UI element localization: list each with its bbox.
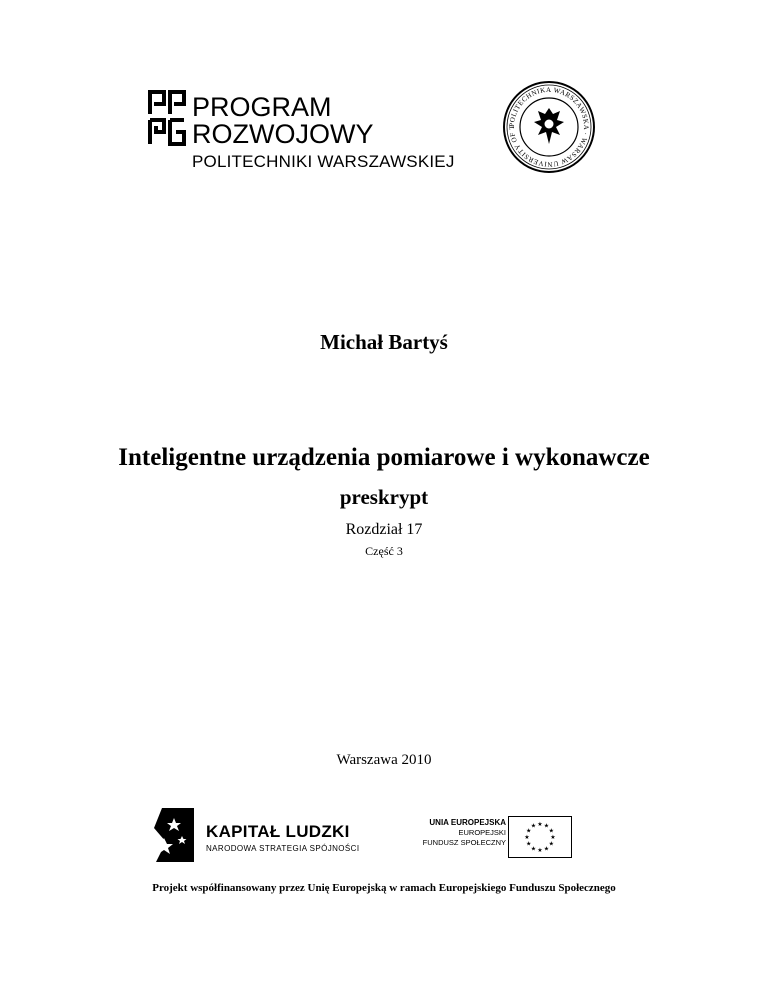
kapital-ludzki-logo <box>152 806 382 864</box>
eu-line3: FUNDUSZ SPOŁECZNY <box>422 838 506 847</box>
eu-line2: EUROPEJSKI <box>458 828 506 837</box>
eu-line1: UNIA EUROPEJSKA <box>429 818 506 827</box>
eu-flag-icon <box>508 816 572 858</box>
chapter-label: Rozdział 17 <box>345 521 423 538</box>
program-line2: POLITECHNIKI WARSZAWSKIEJ <box>192 152 455 171</box>
prpw-mark-icon <box>146 88 188 146</box>
eu-star-icon: ★ <box>526 841 532 848</box>
part-label: Część 3 <box>365 544 403 558</box>
kl-subtitle: NARODOWA STRATEGIA SPÓJNOŚCI <box>206 844 360 853</box>
prpw-text <box>192 94 458 172</box>
eu-star-icon: ★ <box>526 828 532 835</box>
university-seal-icon <box>502 80 596 174</box>
eu-star-icon: ★ <box>537 848 543 854</box>
program-rozwojowy-logo <box>146 88 458 171</box>
author-name: Michał Bartyś <box>320 330 448 354</box>
eu-star-icon: ★ <box>548 841 554 848</box>
program-line1: PROGRAM ROZWOJOWY <box>192 92 374 149</box>
kl-title: KAPITAŁ LUDZKI <box>206 822 350 841</box>
eu-star-icon: ★ <box>530 823 537 830</box>
eu-star-icon: ★ <box>530 846 537 853</box>
eu-star-icon: ★ <box>524 835 530 841</box>
eu-star-icon: ★ <box>543 823 550 830</box>
eu-star-icon: ★ <box>550 835 556 841</box>
kapital-ludzki-mark-icon <box>152 806 196 864</box>
place-year: Warszawa 2010 <box>336 752 432 768</box>
eu-star-icon: ★ <box>548 828 554 835</box>
eu-star-icon: ★ <box>543 846 550 853</box>
funding-note: Projekt współfinansowany przez Unię Europejską w ramach Europejskiego Funduszu Społecznego <box>152 882 616 894</box>
eu-star-icon: ★ <box>537 822 543 828</box>
document-subtitle: preskrypt <box>339 485 429 509</box>
document-title: Inteligentne urządzenia pomiarowe i wykonawcze <box>118 444 650 471</box>
eu-logo <box>412 816 576 860</box>
seal-text: POLITECHNIKA WARSZAWSKA · WARSAW UNIVERSITY OF T <box>507 85 591 169</box>
eu-text <box>423 818 506 848</box>
